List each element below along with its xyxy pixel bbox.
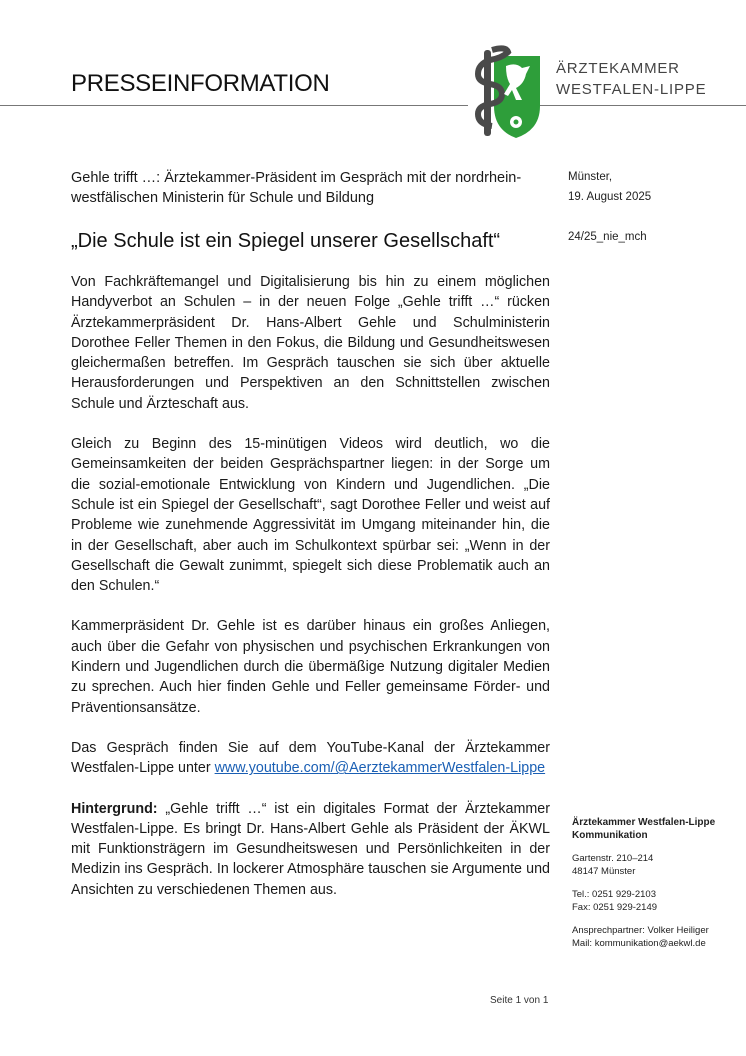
contact-fax: Fax: 0251 929-2149: [572, 902, 658, 913]
organization-name: [556, 58, 706, 100]
page-number: Seite 1 von 1: [490, 995, 549, 1006]
contact-block: [572, 816, 715, 960]
header-rule-left: [0, 105, 468, 106]
paragraph: Gleich zu Beginn des 15-minütigen Videos wird deutlich, wo die Gemeinsamkeiten der beiden Gesprächspartner liegen: in der Sorge um die sozial-emotionale Entwicklung von Kindern und Jugendlichen. „Die Schule ist ein Spiegel der Gesellschaft“, sagt Dorothee Feller und weist auf Probleme wie zunehmende Aggressivität im Umgang miteinander hin, die in der Gesellschaft, aber auch im Schulkontext spürbar sei: „Wenn in der Gesellschaft die Gewalt zunimmt, spiegelt sich diese Problematik auch an den Schulen.“: [71, 436, 550, 595]
contact-dept: Kommunikation: [572, 830, 648, 841]
contact-tel: Tel.: 0251 929-2103: [572, 889, 656, 900]
youtube-text: Das Gespräch finden Sie auf dem YouTube-Kanal der Ärztekammer Westfalen-Lippe unter: [71, 739, 550, 777]
background-label: Hintergrund:: [71, 800, 158, 817]
article-body: [71, 272, 550, 920]
subtitle: Gehle trifft …: Ärztekammer-Präsident im Gespräch mit der nordrhein-westfälischen Ministerin für Schule und Bildung: [71, 170, 522, 206]
contact-mail: Mail: kommunikation@aekwl.de: [572, 938, 706, 949]
contact-person: Ansprechpartner: Volker Heiliger: [572, 925, 709, 936]
contact-street: Gartenstr. 210–214: [572, 853, 654, 864]
meta-city: Münster,: [568, 171, 613, 183]
youtube-paragraph: [71, 738, 550, 779]
paragraph: Von Fachkräftemangel und Digitalisierung bis hin zu einem möglichen Handyverbot an Schulen – in der neuen Folge „Gehle trifft …“ rücken Ärztekammerpräsident Dr. Hans-Albert Gehle und Schulministerin Dorothee Feller Themen in den Fokus, die Bildung und Gesundheitswesen gleichermaßen betreffen. Im Gespräch tauschen sie sich über aktuelle Herausforderungen und Perspektiven an den Schnittstellen zwischen Schule und Ärzteschaft aus.: [71, 274, 550, 412]
paragraph: Kammerpräsident Dr. Gehle ist es darüber hinaus ein großes Anliegen, auch über die Gefahr von physischen und psychischen Erkrankungen von Kindern und Jugendlichen durch die übermäßige Nutzung digitaler Medien zu sprechen. Auch hier finden Gehle und Feller gemeinsame Förder- und Präventionsansätze.: [71, 618, 550, 716]
meta-reference: 24/25_nie_mch: [568, 231, 647, 243]
document-type-heading: PRESSEINFORMATION: [71, 70, 330, 97]
header-rule-right: [540, 105, 746, 106]
youtube-link[interactable]: www.youtube.com/@AerztekammerWestfalen-Lippe: [214, 760, 546, 777]
contact-org: Ärztekammer Westfalen-Lippe: [572, 817, 716, 828]
org-line-2: WESTFALEN-LIPPE: [556, 81, 707, 98]
meta-date: 19. August 2025: [568, 191, 652, 203]
aekwl-logo-icon: [472, 44, 544, 140]
background-paragraph: [71, 799, 550, 900]
contact-city: 48147 Münster: [572, 866, 636, 877]
org-line-1: ÄRZTEKAMMER: [556, 60, 680, 77]
headline: „Die Schule ist ein Spiegel unserer Gesellschaft“: [71, 230, 501, 252]
background-text: „Gehle trifft …“ ist ein digitales Format der Ärztekammer Westfalen-Lippe. Es bringt Dr. Hans-Albert Gehle als Präsident der ÄKWL mit Funktionsträgern im Gesundheitswesen und Persönlichkeiten in der Medizin ins Gespräch. In lockerer Atmosphäre tauschen sie Argumente und Ansichten zu verschiedenen Themen aus.: [71, 800, 550, 898]
